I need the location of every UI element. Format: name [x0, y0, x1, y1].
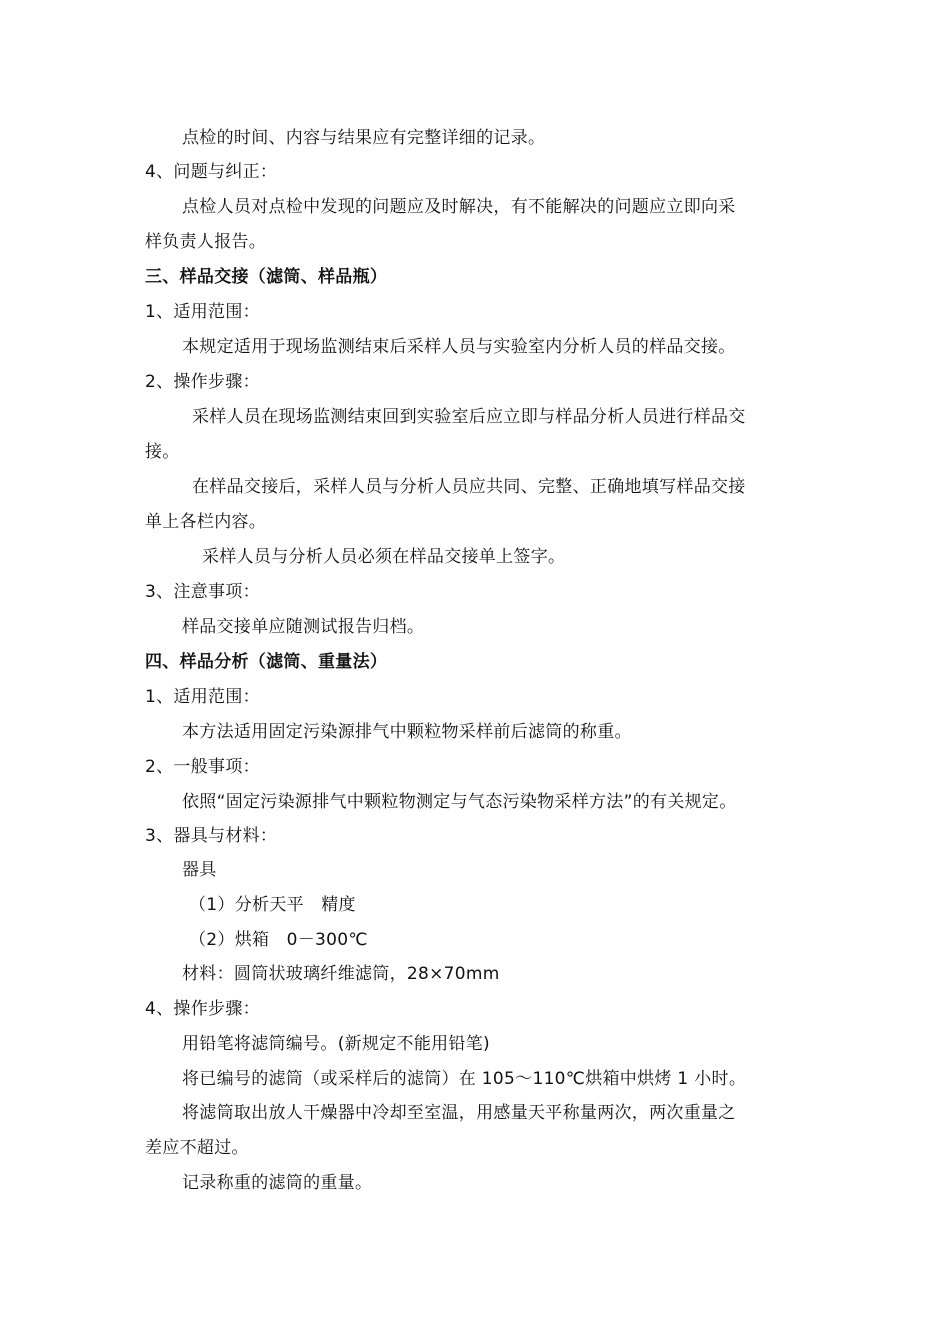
- list-item: （2）烘箱 0－300℃: [189, 930, 368, 950]
- paragraph-line: 采样人员在现场监测结束回到实验室后应立即与样品分析人员进行样品交: [192, 407, 746, 427]
- section-heading: 四、样品分析（滤筒、重量法）: [145, 652, 388, 672]
- paragraph-line: 记录称重的滤筒的重量。: [182, 1173, 373, 1193]
- paragraph-line: 样品交接单应随测试报告归档。: [182, 617, 425, 637]
- numbered-heading: 1、适用范围：: [145, 687, 260, 707]
- paragraph-line: 点检的时间、内容与结果应有完整详细的记录。: [182, 128, 546, 148]
- paragraph-line: 器具: [182, 860, 217, 880]
- numbered-heading: 4、操作步骤：: [145, 999, 260, 1019]
- paragraph-line: 将已编号的滤筒（或采样后的滤筒）在 105～110℃烘箱中烘烤 1 小时。: [182, 1069, 747, 1089]
- paragraph-line: 依照“固定污染源排气中颗粒物测定与气态污染物采样方法”的有关规定。: [182, 792, 737, 812]
- numbered-heading: 2、操作步骤：: [145, 372, 260, 392]
- paragraph-line: 将滤筒取出放人干燥器中冷却至室温，用感量天平称量两次，两次重量之: [182, 1103, 736, 1123]
- paragraph-line: 本方法适用固定污染源排气中颗粒物采样前后滤筒的称重。: [182, 722, 632, 742]
- paragraph-line: 点检人员对点检中发现的问题应及时解决，有不能解决的问题应立即向采: [182, 197, 736, 217]
- numbered-heading: 4、问题与纠正：: [145, 162, 278, 182]
- section-heading: 三、样品交接（滤筒、样品瓶）: [145, 267, 388, 287]
- numbered-heading: 3、器具与材料：: [145, 826, 278, 846]
- paragraph-line: 在样品交接后，采样人员与分析人员应共同、完整、正确地填写样品交接: [192, 477, 746, 497]
- paragraph-line: 单上各栏内容。: [145, 512, 267, 532]
- paragraph-line: 采样人员与分析人员必须在样品交接单上签字。: [202, 547, 566, 567]
- paragraph-line: 差应不超过。: [145, 1138, 249, 1158]
- paragraph-line: 样负责人报告。: [145, 232, 267, 252]
- list-item: （1）分析天平 精度: [189, 895, 356, 915]
- paragraph-line: 接。: [145, 442, 180, 462]
- numbered-heading: 1、适用范围：: [145, 302, 260, 322]
- paragraph-line: 材料：圆筒状玻璃纤维滤筒，28×70mm: [182, 964, 500, 984]
- paragraph-line: 用铅笔将滤筒编号。(新规定不能用铅笔): [182, 1034, 490, 1054]
- numbered-heading: 3、注意事项：: [145, 582, 260, 602]
- numbered-heading: 2、一般事项：: [145, 757, 260, 777]
- paragraph-line: 本规定适用于现场监测结束后采样人员与实验室内分析人员的样品交接。: [182, 337, 736, 357]
